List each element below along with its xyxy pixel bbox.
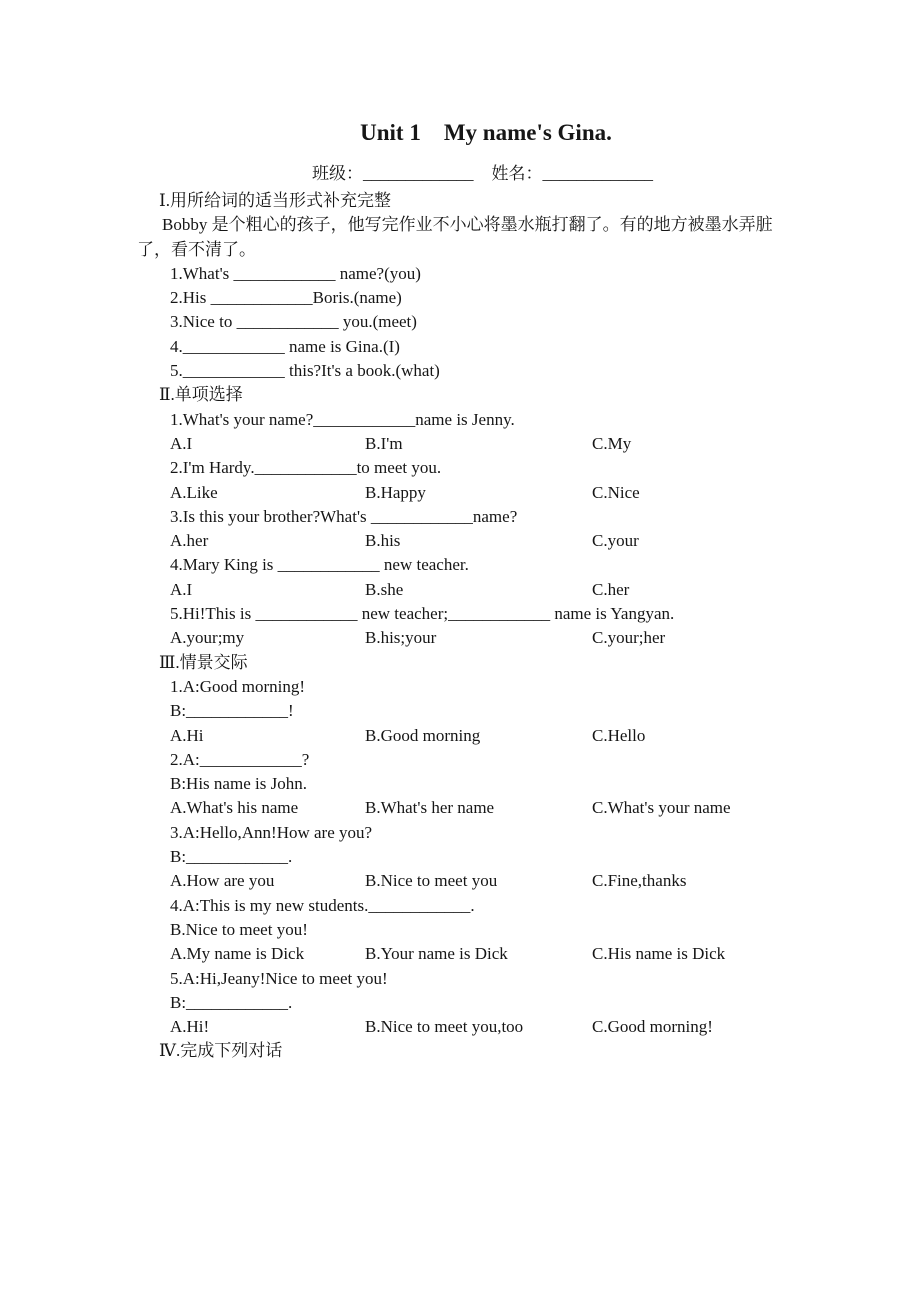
section-3-question-5-line-a: 5.A:Hi,Jeany!Nice to meet you! [170,968,388,988]
section-1-question-1: 1.What's ____________ name?(you) [170,263,421,283]
option-b: B.Nice to meet you [365,871,498,891]
class-name-row [137,161,785,187]
section-3-question-2-line-a: 2.A:____________? [170,749,310,769]
section-2-question-2: 2.I'm Hardy.____________to meet you. [170,458,442,478]
section-2-question-3-options [137,529,785,553]
section-3-question-3-line-b: B:____________. [170,847,293,867]
option-c: C.Nice [592,482,640,502]
section-2-question-1: 1.What's your name?____________name is Jenny. [170,409,515,429]
section-3-question-4-line-b: B.Nice to meet you! [170,919,308,939]
section-3-heading: Ⅲ.情景交际 [159,652,248,672]
option-a: A.Hi [170,725,204,745]
name-blank: _____________ [542,164,653,183]
option-a: A.I [170,433,193,453]
section-1-heading: Ⅰ.用所给词的适当形式补充完整 [159,191,391,210]
option-b: B.she [365,579,404,599]
option-b: B.What's her name [365,798,495,818]
section-1-question-3: 3.Nice to ____________ you.(meet) [170,312,417,332]
option-c: C.her [592,579,630,599]
section-3-question-4-line-a: 4.A:This is my new students.____________. [170,895,475,915]
option-b: B.Your name is Dick [365,944,508,964]
option-b: B.I'm [365,433,403,453]
section-2-question-4: 4.Mary King is ____________ new teacher. [170,555,469,575]
section-2-heading: Ⅱ.单项选择 [159,385,243,405]
option-a: A.Like [170,482,218,502]
option-c: C.Hello [592,725,646,745]
option-c: C.your [592,531,639,551]
section-1-question-2: 2.His ____________Boris.(name) [170,288,402,308]
option-a: A.Hi! [170,1017,210,1037]
section-1-intro-paragraph: Bobby 是个粗心的孩子，他写完作业不小心将墨水瓶打翻了。有的地方被墨水弄脏了，看不清了。 [137,215,773,259]
name-label: 姓名： [491,164,543,183]
option-a: A.I [170,579,193,599]
section-3-question-1-options [137,724,785,748]
option-a: A.How are you [170,871,275,891]
option-a: A.My name is Dick [170,944,305,964]
class-label: 班级： [312,164,363,183]
section-1-question-4: 4.____________ name is Gina.(I) [170,336,400,356]
section-1-question-5: 5.____________ this?It's a book.(what) [170,361,440,381]
option-b: B.his;your [365,628,437,648]
option-b: B.Good morning [365,725,481,745]
section-3-question-3-line-a: 3.A:Hello,Ann!How are you? [170,822,373,842]
section-2-question-4-options [137,578,785,602]
class-blank: _____________ [363,164,474,183]
option-b: B.his [365,531,401,551]
option-c: C.Good morning! [592,1017,713,1037]
page-title: Unit 1 My name's Gina. [360,120,612,145]
section-2-question-5-options [137,626,785,650]
section-4-heading: Ⅳ.完成下列对话 [159,1041,283,1061]
section-3-question-5-line-b: B:____________. [170,992,293,1012]
section-2-question-3: 3.Is this your brother?What's ____________name? [170,506,518,526]
worksheet-body [137,189,785,1064]
option-c: C.Fine,thanks [592,871,687,891]
section-3-question-2-options [137,796,785,820]
option-c: C.His name is Dick [592,944,726,964]
option-c: C.your;her [592,628,666,648]
option-a: A.What's his name [170,798,299,818]
option-c: C.What's your name [592,798,731,818]
section-2-question-2-options [137,481,785,505]
section-2-question-5: 5.Hi!This is ____________ new teacher;____________ name is Yangyan. [170,604,675,624]
section-3-question-5-options [137,1015,785,1039]
option-b: B.Nice to meet you,too [365,1017,524,1037]
option-a: A.your;my [170,628,245,648]
section-3-question-4-options [137,942,785,966]
option-a: A.her [170,531,209,551]
section-3-question-1-line-a: 1.A:Good morning! [170,676,306,696]
option-c: C.My [592,433,632,453]
section-2-question-1-options [137,432,785,456]
option-b: B.Happy [365,482,426,502]
section-3-question-2-line-b: B:His name is John. [170,774,307,794]
section-3-question-3-options [137,869,785,893]
section-3-question-1-line-b: B:____________! [170,701,294,721]
